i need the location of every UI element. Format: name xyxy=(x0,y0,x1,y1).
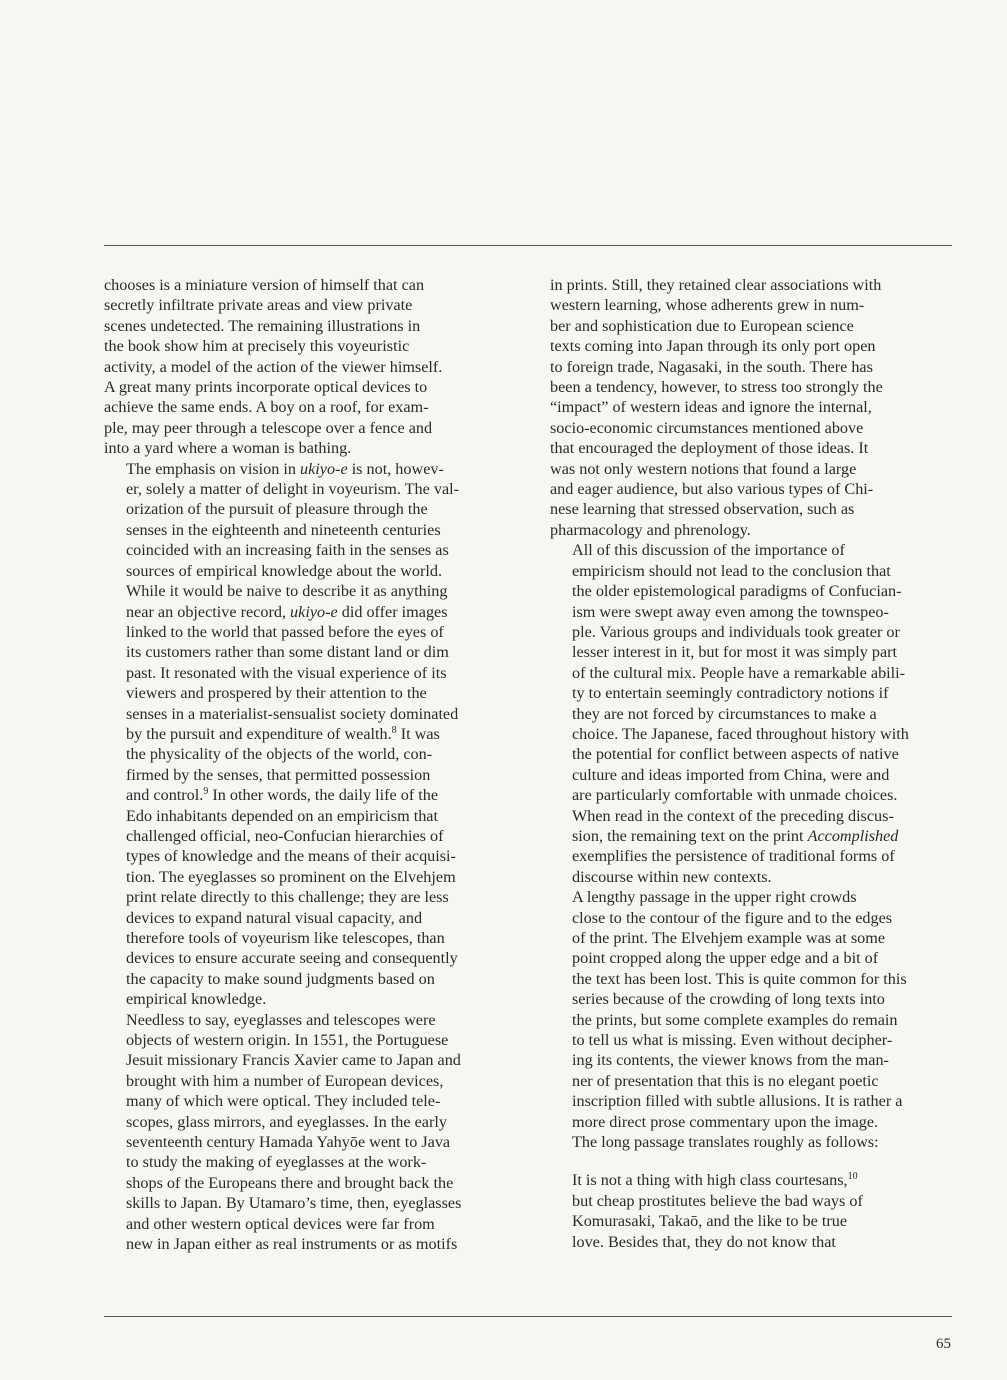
text-run: point cropped along the upper edge and a bit of xyxy=(572,949,879,968)
footer-rule xyxy=(104,1316,952,1317)
text-line xyxy=(104,499,509,519)
text-line xyxy=(550,724,955,744)
text-run: of the print. The Elvehjem example was at some xyxy=(572,929,886,947)
text-line xyxy=(550,581,955,601)
text-line xyxy=(550,295,955,315)
text-line xyxy=(104,581,509,601)
text-run: chooses is a miniature version of himself that can xyxy=(104,276,425,294)
footnote-ref: 8 xyxy=(391,724,397,736)
text-run: devices to expand natural visual capacity, and xyxy=(126,908,423,927)
text-run: ple, may peer through a telescope over a fence and xyxy=(104,418,433,437)
text-line xyxy=(550,602,955,622)
footnote-ref: 9 xyxy=(203,786,209,798)
text-run: series because of the crowding of long texts into xyxy=(572,990,885,1009)
block-quote xyxy=(572,1170,955,1252)
text-line xyxy=(104,928,509,948)
text-line xyxy=(550,704,955,724)
text-line xyxy=(104,479,509,499)
text-run: empiricism should not lead to the conclusion that xyxy=(572,561,891,580)
text-line xyxy=(104,622,509,642)
text-run: was not only western notions that found a large xyxy=(550,459,857,478)
text-line xyxy=(104,377,509,397)
text-run: therefore tools of voyeurism like telescopes, than xyxy=(126,929,445,947)
text-line xyxy=(550,540,955,560)
right-column xyxy=(550,275,955,1252)
text-run: empirical knowledge. xyxy=(126,990,267,1009)
text-line xyxy=(104,1030,509,1050)
text-run: The emphasis on vision in xyxy=(126,459,300,478)
text-run: seventeenth century Hamada Yahyōe went to Java xyxy=(126,1133,451,1152)
text-line xyxy=(550,622,955,642)
text-line xyxy=(550,1112,955,1132)
text-run: nese learning that stressed observation, such as xyxy=(550,500,855,519)
text-line xyxy=(104,887,509,907)
text-run: into a yard where a woman is bathing. xyxy=(104,439,352,458)
text-run: types of knowledge and the means of their acquisi- xyxy=(126,847,456,866)
text-line xyxy=(550,826,955,846)
text-line xyxy=(550,989,955,1009)
text-run: A lengthy passage in the upper right crowds xyxy=(572,888,857,907)
text-run: the capacity to make sound judgments based on xyxy=(126,969,435,988)
text-line xyxy=(104,561,509,581)
paragraph xyxy=(550,540,955,887)
text-run: more direct prose commentary upon the image. xyxy=(572,1112,879,1131)
text-line xyxy=(104,295,509,315)
text-line xyxy=(550,377,955,397)
text-run: “impact” of western ideas and ignore the internal, xyxy=(550,398,872,417)
text-run: and other western optical devices were far from xyxy=(126,1214,435,1233)
text-run: tion. The eyeglasses so prominent on the Elvehjem xyxy=(126,867,456,886)
text-run: the potential for conflict between aspects of native xyxy=(572,745,899,764)
text-line xyxy=(104,540,509,560)
paragraph xyxy=(104,275,509,459)
text-line xyxy=(104,663,509,683)
text-run: the book show him at precisely this voyeuristic xyxy=(104,337,410,356)
text-line xyxy=(550,908,955,928)
text-run: but cheap prostitutes believe the bad ways of xyxy=(572,1191,863,1210)
page-number: 65 xyxy=(936,1336,951,1352)
text-line xyxy=(550,948,955,968)
text-line xyxy=(550,1010,955,1030)
text-line xyxy=(550,1030,955,1050)
text-line xyxy=(550,969,955,989)
text-run: and control. xyxy=(126,786,204,805)
text-run: ing its contents, the viewer knows from the man- xyxy=(572,1051,889,1070)
text-line xyxy=(104,1050,509,1070)
footnote-ref: 10 xyxy=(847,1171,858,1183)
text-line xyxy=(104,1193,509,1213)
text-run: All of this discussion of the importance of xyxy=(572,541,845,560)
text-line xyxy=(104,1214,509,1234)
text-run: challenged official, neo-Confucian hierarchies of xyxy=(126,826,444,845)
text-run: by the pursuit and expenditure of wealth. xyxy=(126,724,392,743)
text-run: senses in a materialist-sensualist society dominated xyxy=(126,704,459,723)
text-line xyxy=(104,1112,509,1132)
text-run: brought with him a number of European devices, xyxy=(126,1071,444,1090)
text-run: its customers rather than some distant land or dim xyxy=(126,643,449,662)
text-run: It is not a thing with high class courtesans, xyxy=(572,1171,848,1190)
text-line xyxy=(104,969,509,989)
text-run: devices to ensure accurate seeing and consequently xyxy=(126,949,458,968)
paragraph xyxy=(550,887,955,1152)
text-run: objects of western origin. In 1551, the Portuguese xyxy=(126,1031,449,1050)
text-run: sources of empirical knowledge about the world. xyxy=(126,561,443,580)
text-run: that encouraged the deployment of those ideas. It xyxy=(550,439,869,458)
text-line xyxy=(104,1234,509,1254)
text-line xyxy=(104,438,509,458)
text-run: scopes, glass mirrors, and eyeglasses. In the early xyxy=(126,1112,447,1131)
text-run: are particularly comfortable with unmade choices. xyxy=(572,786,898,805)
text-run: orization of the pursuit of pleasure through the xyxy=(126,500,428,519)
paragraph xyxy=(550,275,955,540)
text-run: The long passage translates roughly as follows: xyxy=(572,1133,879,1152)
text-run: many of which were optical. They included tele- xyxy=(126,1092,441,1111)
paragraph xyxy=(104,459,509,1010)
text-line xyxy=(550,418,955,438)
text-line xyxy=(104,908,509,928)
text-line xyxy=(550,520,955,540)
text-line xyxy=(572,1170,955,1190)
text-line xyxy=(104,867,509,887)
text-line xyxy=(104,275,509,295)
text-line xyxy=(550,785,955,805)
text-line xyxy=(550,683,955,703)
text-run: achieve the same ends. A boy on a roof, for exam- xyxy=(104,398,429,417)
text-line xyxy=(550,397,955,417)
text-run: Komurasaki, Takaō, and the like to be true xyxy=(572,1212,848,1231)
text-run: When read in the context of the preceding discus- xyxy=(572,806,894,825)
text-run: skills to Japan. By Utamaro’s time, then, eyeglasses xyxy=(126,1194,462,1213)
text-line xyxy=(104,642,509,662)
text-run: is not, howev- xyxy=(347,459,444,478)
text-run: lesser interest in it, but for most it was simply part xyxy=(572,643,898,662)
text-run: culture and ideas imported from China, were and xyxy=(572,765,890,784)
text-line xyxy=(104,724,509,744)
text-line xyxy=(550,642,955,662)
text-line xyxy=(104,1010,509,1030)
text-line xyxy=(104,418,509,438)
text-line xyxy=(550,1050,955,1070)
text-run: western learning, whose adherents grew in num- xyxy=(550,296,865,315)
text-line xyxy=(104,1173,509,1193)
text-run: the text has been lost. This is quite common for this xyxy=(572,969,907,988)
text-line xyxy=(104,785,509,805)
text-line xyxy=(572,1232,955,1252)
text-line xyxy=(550,561,955,581)
text-line xyxy=(104,704,509,724)
text-run: scenes undetected. The remaining illustrations in xyxy=(104,316,421,335)
text-run: firmed by the senses, that permitted possession xyxy=(126,765,431,784)
text-line xyxy=(104,602,509,622)
text-run: texts coming into Japan through its only port open xyxy=(550,337,876,356)
text-run: the prints, but some complete examples do remain xyxy=(572,1010,898,1029)
text-run: Edo inhabitants depended on an empiricism that xyxy=(126,806,438,825)
text-line xyxy=(550,1132,955,1152)
text-run: In other words, the daily life of the xyxy=(208,786,439,805)
left-column xyxy=(104,275,509,1255)
text-line xyxy=(104,316,509,336)
text-run: they are not forced by circumstances to make a xyxy=(572,704,877,723)
text-run: ism were swept away even among the townspeo- xyxy=(572,602,889,621)
text-run: coincided with an increasing faith in the senses as xyxy=(126,541,449,560)
text-line xyxy=(572,1211,955,1231)
text-line xyxy=(104,336,509,356)
text-line xyxy=(550,1071,955,1091)
text-line xyxy=(104,989,509,1009)
text-line xyxy=(104,846,509,866)
text-line xyxy=(550,336,955,356)
text-line xyxy=(104,357,509,377)
text-run: print relate directly to this challenge; they are less xyxy=(126,888,449,907)
text-run: to tell us what is missing. Even without decipher- xyxy=(572,1031,893,1050)
text-line xyxy=(550,765,955,785)
text-run: choice. The Japanese, faced throughout history with xyxy=(572,724,909,743)
text-run: senses in the eighteenth and nineteenth centuries xyxy=(126,520,441,539)
text-run: ty to entertain seemingly contradictory notions if xyxy=(572,684,889,703)
text-run: sion, the remaining text on the print xyxy=(572,826,808,845)
paragraph xyxy=(104,1010,509,1255)
text-run: Jesuit missionary Francis Xavier came to Japan and xyxy=(126,1051,461,1070)
text-run: and eager audience, but also various types of Chi- xyxy=(550,480,874,499)
text-run: viewers and prospered by their attention to the xyxy=(126,684,427,703)
text-run: past. It resonated with the visual experience of its xyxy=(126,663,447,682)
text-line xyxy=(550,1091,955,1111)
text-run: linked to the world that passed before the eyes of xyxy=(126,622,444,641)
text-run: A great many prints incorporate optical devices to xyxy=(104,378,428,397)
text-run: of the cultural mix. People have a remarkable abili- xyxy=(572,663,906,682)
text-line xyxy=(550,867,955,887)
text-run: activity, a model of the action of the viewer himself. xyxy=(104,357,443,376)
text-run: love. Besides that, they do not know that xyxy=(572,1232,836,1251)
text-run: While it would be naive to describe it as anything xyxy=(126,582,448,601)
text-line xyxy=(550,928,955,948)
italic-title: Accomplished xyxy=(807,826,899,845)
text-line xyxy=(550,357,955,377)
text-line xyxy=(104,948,509,968)
text-line xyxy=(104,1091,509,1111)
text-run: near an objective record, xyxy=(126,602,291,621)
text-run: discourse within new contexts. xyxy=(572,867,772,886)
text-line xyxy=(550,663,955,683)
text-run: in prints. Still, they retained clear associations with xyxy=(550,276,882,294)
text-line xyxy=(550,744,955,764)
text-line xyxy=(104,765,509,785)
text-line xyxy=(550,499,955,519)
text-run: inscription filled with subtle allusions. It is rather a xyxy=(572,1092,903,1111)
text-run: to study the making of eyeglasses at the work- xyxy=(126,1153,427,1172)
text-run: ner of presentation that this is no elegant poetic xyxy=(572,1071,879,1090)
text-line xyxy=(104,1132,509,1152)
text-run: the older epistemological paradigms of Confucian- xyxy=(572,582,902,601)
text-line xyxy=(550,887,955,907)
text-run: socio-economic circumstances mentioned above xyxy=(550,418,864,437)
text-line xyxy=(572,1191,955,1211)
text-run: new in Japan either as real instruments or as motifs xyxy=(126,1235,458,1254)
text-run: did offer images xyxy=(337,602,448,621)
text-line xyxy=(550,846,955,866)
text-run: secretly infiltrate private areas and view private xyxy=(104,296,413,315)
text-run: the physicality of the objects of the world, con- xyxy=(126,745,433,764)
text-line xyxy=(104,826,509,846)
text-line xyxy=(104,806,509,826)
text-line xyxy=(550,316,955,336)
italic-title: ukiyo-e xyxy=(290,602,338,621)
text-run: exemplifies the persistence of traditional forms of xyxy=(572,847,895,866)
text-line xyxy=(104,683,509,703)
text-run: er, solely a matter of delight in voyeurism. The val- xyxy=(126,480,460,499)
text-line xyxy=(550,438,955,458)
text-line xyxy=(104,397,509,417)
text-line xyxy=(550,459,955,479)
text-run: close to the contour of the figure and to the edges xyxy=(572,908,893,927)
text-line xyxy=(104,1152,509,1172)
text-run: shops of the Europeans there and brought back the xyxy=(126,1173,454,1192)
text-line xyxy=(104,1071,509,1091)
text-line xyxy=(104,744,509,764)
text-line xyxy=(550,479,955,499)
text-run: to foreign trade, Nagasaki, in the south. There has xyxy=(550,357,873,376)
text-line xyxy=(550,275,955,295)
text-line xyxy=(104,520,509,540)
text-run: pharmacology and phrenology. xyxy=(550,520,751,539)
text-run: It was xyxy=(396,724,440,743)
text-run: Needless to say, eyeglasses and telescopes were xyxy=(126,1010,436,1029)
text-run: been a tendency, however, to stress too strongly the xyxy=(550,378,883,397)
italic-title: ukiyo-e xyxy=(300,459,348,478)
text-line xyxy=(550,806,955,826)
text-run: ber and sophistication due to European science xyxy=(550,316,854,335)
text-line xyxy=(104,459,509,479)
text-run: ple. Various groups and individuals took greater or xyxy=(572,622,900,641)
header-rule xyxy=(104,245,952,246)
